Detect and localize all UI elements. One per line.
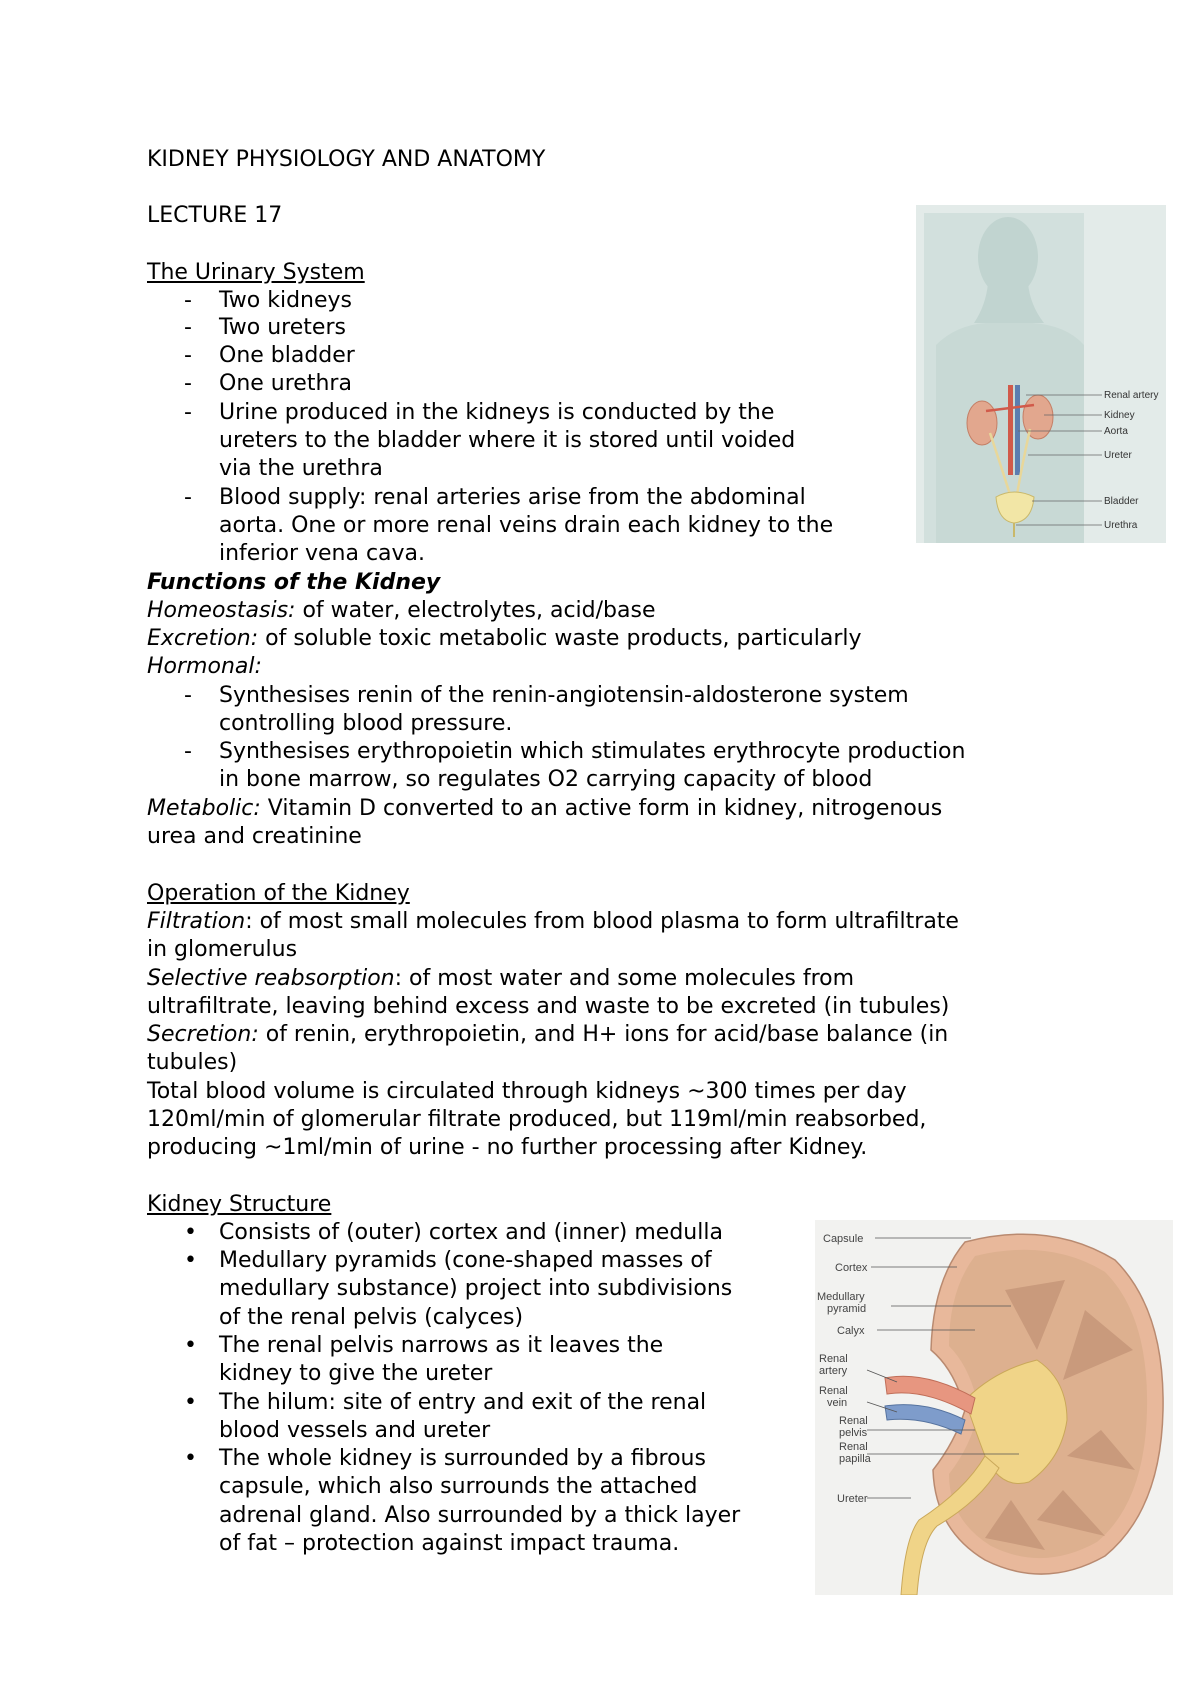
round-bullet: • bbox=[184, 1390, 197, 1415]
term-label: Excretion: bbox=[147, 626, 259, 651]
paragraph-line: producing ~1ml/min of urine - no further processing after Kidney. bbox=[147, 1135, 868, 1160]
term-text: : of most small molecules from blood plasma to form ultrafiltrate bbox=[245, 909, 959, 934]
list-item-continuation: via the urethra bbox=[219, 456, 383, 481]
list-item-text: Two kidneys bbox=[219, 288, 353, 313]
paragraph-line: Total blood volume is circulated through kidneys ~300 times per day bbox=[147, 1079, 907, 1104]
page-title: KIDNEY PHYSIOLOGY AND ANATOMY bbox=[147, 147, 546, 172]
dash-bullet: - bbox=[184, 739, 192, 764]
round-bullet: • bbox=[184, 1220, 197, 1245]
figure-label-renal-pelvis-2: pelvis bbox=[839, 1427, 868, 1439]
figure-label-cortex: Cortex bbox=[835, 1262, 868, 1274]
figure-label-renal-artery: Renal artery bbox=[1104, 390, 1159, 401]
figure-label-pyramid: pyramid bbox=[827, 1303, 867, 1315]
list-item-continuation: kidney to give the ureter bbox=[219, 1361, 493, 1386]
term-text: of soluble toxic metabolic waste products, particularly bbox=[258, 626, 862, 651]
figure-label-renal-artery-2: artery bbox=[819, 1365, 848, 1377]
list-item-text: The hilum: site of entry and exit of the renal bbox=[219, 1390, 707, 1415]
figure-label-bladder: Bladder bbox=[1104, 496, 1139, 507]
list-item-text: Consists of (outer) cortex and (inner) medulla bbox=[219, 1220, 723, 1245]
kidney-structure-figure bbox=[815, 1220, 1173, 1595]
dash-bullet: - bbox=[184, 485, 192, 510]
list-item-continuation: medullary substance) project into subdivisions bbox=[219, 1276, 733, 1301]
list-item-text: The whole kidney is surrounded by a fibrous bbox=[219, 1446, 706, 1471]
section-heading-structure: Kidney Structure bbox=[147, 1192, 332, 1217]
paragraph-metabolic bbox=[147, 795, 942, 823]
paragraph-reabsorption-cont: ultrafiltrate, leaving behind excess and waste to be excreted (in tubules) bbox=[147, 994, 950, 1019]
figure-label-aorta: Aorta bbox=[1104, 426, 1128, 437]
term-text: of water, electrolytes, acid/base bbox=[295, 598, 656, 623]
term-label: Secretion: bbox=[147, 1022, 259, 1047]
figure-label-kidney: Kidney bbox=[1104, 410, 1135, 421]
section-heading-urinary: The Urinary System bbox=[147, 260, 365, 285]
term-hormonal: Hormonal: bbox=[147, 654, 262, 679]
list-item-text: One urethra bbox=[219, 371, 352, 396]
figure-label-renal-vein-2: vein bbox=[827, 1397, 848, 1409]
figure-label-renal-papilla-1: Renal bbox=[839, 1441, 868, 1453]
paragraph-homeostasis bbox=[147, 597, 656, 625]
paragraph-line: 120ml/min of glomerular filtrate produced, but 119ml/min reabsorbed, bbox=[147, 1107, 927, 1132]
list-item-text: Urine produced in the kidneys is conducted by the bbox=[219, 400, 775, 425]
term-label: Homeostasis: bbox=[147, 598, 296, 623]
term-label: Metabolic: bbox=[147, 796, 261, 821]
round-bullet: • bbox=[184, 1248, 197, 1273]
list-item-continuation: adrenal gland. Also surrounded by a thick layer bbox=[219, 1503, 741, 1528]
figure-label-renal-pelvis-1: Renal bbox=[839, 1415, 868, 1427]
list-item-text: The renal pelvis narrows as it leaves the bbox=[219, 1333, 664, 1358]
paragraph-filtration bbox=[147, 908, 959, 936]
list-item-continuation: blood vessels and ureter bbox=[219, 1418, 491, 1443]
paragraph-excretion bbox=[147, 625, 862, 653]
dash-bullet: - bbox=[184, 315, 192, 340]
figure-label-ureter: Ureter bbox=[1104, 450, 1132, 461]
figure-label-urethra: Urethra bbox=[1104, 520, 1138, 531]
figure-label-renal-artery-1: Renal bbox=[819, 1353, 848, 1365]
section-heading-functions: Functions of the Kidney bbox=[147, 570, 441, 595]
figure-label-renal-papilla-2: papilla bbox=[839, 1453, 871, 1465]
list-item-continuation: capsule, which also surrounds the attached bbox=[219, 1474, 698, 1499]
list-item-continuation: of the renal pelvis (calyces) bbox=[219, 1305, 524, 1330]
term-text: : of most water and some molecules from bbox=[394, 966, 855, 991]
figure-label-capsule: Capsule bbox=[823, 1233, 864, 1245]
dash-bullet: - bbox=[184, 343, 192, 368]
term-text: of renin, erythropoietin, and H+ ions for acid/base balance (in bbox=[258, 1022, 949, 1047]
list-item-text: Blood supply: renal arteries arise from the abdominal bbox=[219, 485, 806, 510]
list-item-text: Two ureters bbox=[219, 315, 346, 340]
dash-bullet: - bbox=[184, 683, 192, 708]
round-bullet: • bbox=[184, 1333, 197, 1358]
figure-label-calyx: Calyx bbox=[837, 1325, 865, 1337]
round-bullet: • bbox=[184, 1446, 197, 1471]
paragraph-filtration-cont: in glomerulus bbox=[147, 937, 298, 962]
section-heading-operation: Operation of the Kidney bbox=[147, 881, 410, 906]
paragraph-secretion-cont: tubules) bbox=[147, 1050, 238, 1075]
figure-label-renal-vein-1: Renal bbox=[819, 1385, 848, 1397]
term-text: Vitamin D converted to an active form in kidney, nitrogenous bbox=[260, 796, 943, 821]
paragraph-secretion bbox=[147, 1021, 948, 1049]
list-item-text: One bladder bbox=[219, 343, 355, 368]
term-label: Selective reabsorption bbox=[147, 966, 395, 991]
list-item-continuation: aorta. One or more renal veins drain each kidney to the bbox=[219, 513, 834, 538]
list-item-continuation: controlling blood pressure. bbox=[219, 711, 513, 736]
dash-bullet: - bbox=[184, 371, 192, 396]
figure-label-medullary: Medullary bbox=[817, 1291, 865, 1303]
term-label: Filtration bbox=[147, 909, 246, 934]
dash-bullet: - bbox=[184, 288, 192, 313]
list-item-continuation: inferior vena cava. bbox=[219, 541, 426, 566]
paragraph-metabolic-cont: urea and creatinine bbox=[147, 824, 362, 849]
list-item-continuation: ureters to the bladder where it is stored until voided bbox=[219, 428, 796, 453]
list-item-continuation: of fat – protection against impact trauma. bbox=[219, 1531, 680, 1556]
urinary-system-figure bbox=[916, 205, 1166, 543]
figure-label-ureter: Ureter bbox=[837, 1493, 868, 1505]
list-item-text: Synthesises erythropoietin which stimulates erythrocyte production bbox=[219, 739, 966, 764]
list-item-text: Medullary pyramids (cone-shaped masses of bbox=[219, 1248, 712, 1273]
list-item-text: Synthesises renin of the renin-angiotensin-aldosterone system bbox=[219, 683, 909, 708]
lecture-number: LECTURE 17 bbox=[147, 203, 283, 228]
list-item-continuation: in bone marrow, so regulates O2 carrying capacity of blood bbox=[219, 767, 873, 792]
paragraph-reabsorption bbox=[147, 965, 854, 993]
dash-bullet: - bbox=[184, 400, 192, 425]
